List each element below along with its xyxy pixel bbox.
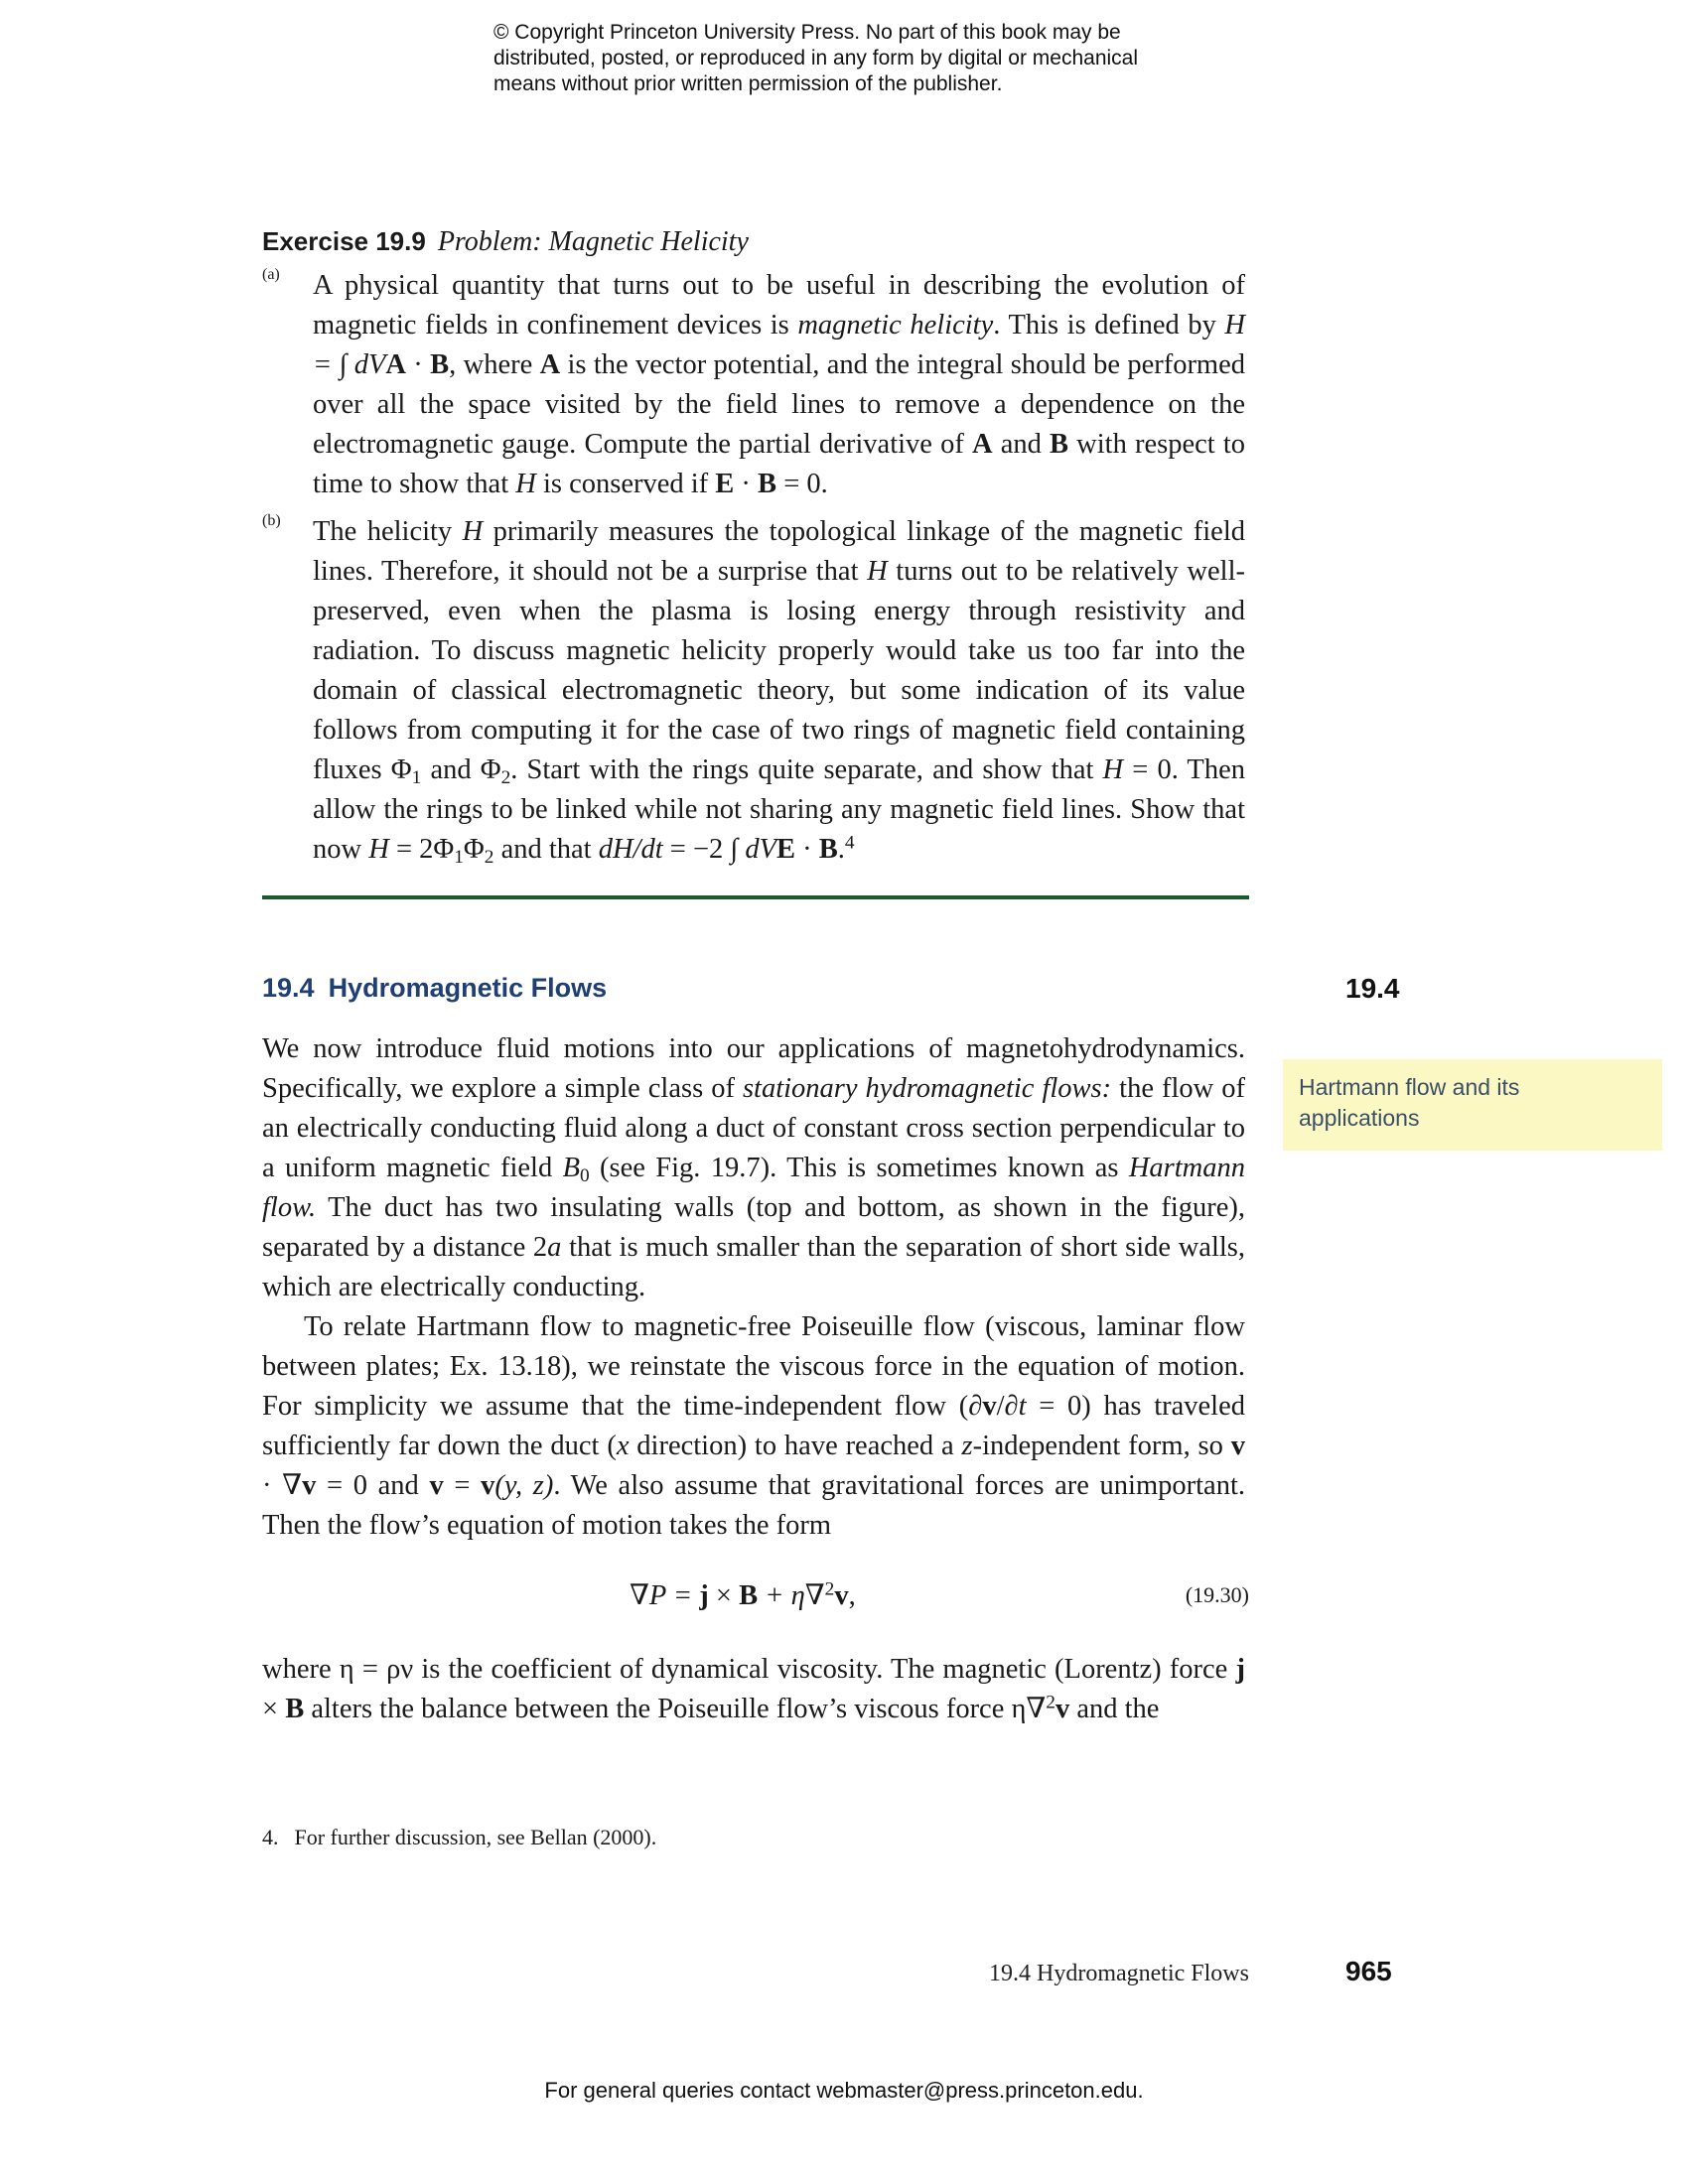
math-vector: B bbox=[739, 1580, 759, 1611]
exercise-title: Problem: Magnetic Helicity bbox=[437, 226, 749, 257]
text-run: The duct has two insulating walls (top and bottom, as shown in the figure), separated by a distance 2 bbox=[262, 1192, 1245, 1263]
text-run: = 0. Then allow the rings to be linked while not sharing any magnetic field lines. Show that now bbox=[313, 754, 1245, 865]
math-symbol: z bbox=[961, 1431, 973, 1461]
margin-section-number: 19.4 bbox=[1345, 973, 1400, 1004]
math-symbol: H bbox=[1224, 310, 1245, 341]
text-run: alters the balance between the Poiseuille flow’s viscous force η∇ bbox=[304, 1694, 1047, 1724]
math-vector: B bbox=[758, 469, 777, 499]
math-vector: A bbox=[971, 429, 993, 460]
equation-number: (19.30) bbox=[1185, 1582, 1249, 1607]
subscript: 1 bbox=[454, 846, 464, 868]
paragraph-3 bbox=[262, 1650, 1245, 1729]
math-vector: j bbox=[699, 1580, 709, 1611]
copyright-line-2: distributed, posted, or reproduced in any form by digital or mechanical bbox=[493, 47, 1139, 69]
emphasis: stationary hydromagnetic flows: bbox=[742, 1073, 1112, 1104]
text-run: = 0) has traveled sufficiently far down the duct ( bbox=[262, 1391, 1245, 1461]
math-vector: v bbox=[429, 1470, 444, 1501]
math-vector: E bbox=[715, 469, 735, 499]
math-op: × bbox=[262, 1694, 286, 1724]
math-op: /∂ bbox=[996, 1391, 1019, 1422]
text-run: . We also assume that gravitational forces are unimportant. Then the flow’s equation of motion takes the form bbox=[262, 1470, 1245, 1541]
text-run: We now introduce fluid motions into our applications of magnetohydrodynamics. Specifically, we explore a simple class of bbox=[262, 1033, 1245, 1104]
part-b-text bbox=[313, 512, 1245, 870]
equation-19-30 bbox=[262, 1578, 1251, 1618]
text-run: = 0 and bbox=[316, 1470, 430, 1501]
text-run: A physical quantity that turns out to be useful in describing the evolution of magnetic fields in confinement devices is bbox=[313, 270, 1245, 341]
math-expr: dH/dt bbox=[598, 834, 663, 865]
text-run: primarily measures the topological linkage of the magnetic field lines. Therefore, it should not be a surprise that bbox=[313, 516, 1245, 587]
math-symbol: a bbox=[547, 1232, 562, 1263]
section-title: Hydromagnetic Flows bbox=[328, 973, 608, 1003]
subscript: 2 bbox=[500, 766, 511, 788]
math-op: × bbox=[708, 1580, 740, 1611]
math-symbol: t bbox=[1018, 1391, 1027, 1422]
text-run: is the vector potential, and the integral should be performed over all the space visited by the field lines to remove a dependence on the electromagnetic gauge. Compute the partial derivative of bbox=[313, 349, 1246, 460]
math-op: = bbox=[443, 1470, 482, 1501]
math-op: · bbox=[795, 834, 819, 865]
math-symbol: x bbox=[616, 1431, 630, 1461]
subscript: 2 bbox=[484, 846, 494, 868]
math-vector: v bbox=[982, 1391, 997, 1422]
math-expr: dV bbox=[745, 834, 776, 865]
math-expr: + η∇ bbox=[758, 1580, 825, 1611]
emphasis: magnetic helicity bbox=[797, 310, 994, 341]
math-op: , bbox=[848, 1580, 856, 1611]
math-op: · bbox=[405, 349, 431, 380]
math-op: · bbox=[734, 469, 759, 499]
page-number: 965 bbox=[1345, 1956, 1392, 1986]
math-expr: (y, z) bbox=[494, 1470, 554, 1501]
text-run: Φ bbox=[463, 834, 485, 865]
running-head: 19.4 Hydromagnetic Flows bbox=[989, 1961, 1249, 1986]
math-vector: A bbox=[539, 349, 561, 380]
text-run: is conserved if bbox=[535, 469, 716, 499]
text-run: and Φ bbox=[421, 754, 501, 785]
text-run: and that bbox=[493, 834, 599, 865]
exercise-label: Exercise 19.9 bbox=[262, 226, 426, 256]
footnote-ref[interactable]: 4 bbox=[844, 832, 855, 854]
math-vector: j bbox=[1235, 1654, 1245, 1685]
text-run: with respect to time to show that bbox=[313, 429, 1246, 499]
math-expr: = ∫ dV bbox=[313, 349, 386, 380]
copyright-line-3: means without prior written permission of the publisher. bbox=[493, 72, 1003, 95]
footnote-number: 4. bbox=[262, 1825, 279, 1849]
text-run: . Start with the rings quite separate, and show that bbox=[510, 754, 1103, 785]
subscript: 0 bbox=[580, 1164, 590, 1186]
text-run: direction) to have reached a bbox=[629, 1431, 962, 1461]
text-run: and bbox=[992, 429, 1051, 460]
text-run: , where bbox=[449, 349, 540, 380]
margin-note: Hartmann flow and its applications bbox=[1283, 1059, 1662, 1151]
math-symbol: H bbox=[1102, 754, 1124, 785]
math-symbol: B bbox=[562, 1153, 580, 1183]
math-symbol: H bbox=[368, 834, 389, 865]
math-vector: v bbox=[1055, 1694, 1070, 1724]
math-symbol: H bbox=[515, 469, 536, 499]
copyright-line-1: © Copyright Princeton University Press. No part of this book may be bbox=[493, 21, 1121, 44]
footnote-text: For further discussion, see Bellan (2000). bbox=[294, 1825, 657, 1849]
section-number: 19.4 bbox=[262, 973, 315, 1003]
subscript: 1 bbox=[411, 766, 422, 788]
text-run: . This is defined by bbox=[993, 310, 1225, 341]
exercise-heading bbox=[262, 226, 749, 258]
math-vector: B bbox=[285, 1694, 305, 1724]
math-symbol: H bbox=[867, 556, 888, 587]
text-run: turns out to be relatively well-preserved, even when the plasma is losing energy through resistivity and radiation. To discuss magnetic helicity properly would take us too far into the domain of classical electromagnetic theory, but some indication of its value follows from computing it for the case of two rings of magnetic field containing fluxes Φ bbox=[313, 556, 1245, 785]
contact-notice: For general queries contact webmaster@press.princeton.edu. bbox=[544, 2078, 1144, 2103]
text-run: and the bbox=[1069, 1694, 1160, 1724]
text-run: where η = ρν is the coefficient of dynamical viscosity. The magnetic (Lorentz) force bbox=[262, 1654, 1236, 1685]
math-vector: A bbox=[385, 349, 406, 380]
text-run: To relate Hartmann flow to magnetic-free Poiseuille flow (viscous, laminar flow between plates; Ex. 13.18), we reinstate the viscous force in the equation of motion. For simplicity we assume that the time-independent flow (∂ bbox=[262, 1311, 1245, 1422]
math-vector: v bbox=[1230, 1431, 1245, 1461]
superscript: 2 bbox=[1046, 1692, 1055, 1713]
superscript: 2 bbox=[824, 1578, 835, 1600]
footnote bbox=[262, 1825, 656, 1850]
math-symbol: H bbox=[462, 516, 484, 547]
section-heading bbox=[262, 973, 607, 1004]
math-vector: v bbox=[834, 1580, 849, 1611]
text-run: the flow of an electrically conducting fluid along a duct of constant cross section perpendicular to a uniform magnetic field bbox=[262, 1073, 1245, 1183]
text-run: = 0. bbox=[776, 469, 828, 499]
part-a-text bbox=[313, 266, 1245, 504]
exercise-part-b bbox=[262, 512, 1245, 870]
emphasis: Hartmann flow. bbox=[262, 1153, 1245, 1223]
text-run: = −2 ∫ bbox=[662, 834, 746, 865]
text-run: The helicity bbox=[313, 516, 463, 547]
text-run: -independent form, so bbox=[972, 1431, 1231, 1461]
math-vector: B bbox=[430, 349, 450, 380]
exercise-divider bbox=[262, 895, 1249, 899]
part-a-tag: (a) bbox=[262, 266, 280, 283]
copyright-notice bbox=[493, 20, 1208, 97]
math-op: · ∇ bbox=[262, 1470, 303, 1501]
math-vector: E bbox=[776, 834, 796, 865]
part-b-tag: (b) bbox=[262, 512, 281, 529]
text-run: . bbox=[837, 834, 845, 865]
math-vector: v bbox=[481, 1470, 495, 1501]
math-expr: ∇P = bbox=[630, 1580, 700, 1611]
text-run: = 2Φ bbox=[388, 834, 455, 865]
text-run: (see Fig. 19.7). This is sometimes known as bbox=[589, 1153, 1129, 1183]
equation-body bbox=[630, 1578, 856, 1612]
math-vector: B bbox=[818, 834, 838, 865]
exercise-part-a bbox=[262, 266, 1245, 504]
paragraph-2 bbox=[262, 1307, 1245, 1546]
paragraph-1 bbox=[262, 1029, 1245, 1307]
text-run: that is much smaller than the separation of short side walls, which are electrically conducting. bbox=[262, 1232, 1245, 1302]
math-vector: v bbox=[302, 1470, 317, 1501]
math-vector: B bbox=[1050, 429, 1069, 460]
